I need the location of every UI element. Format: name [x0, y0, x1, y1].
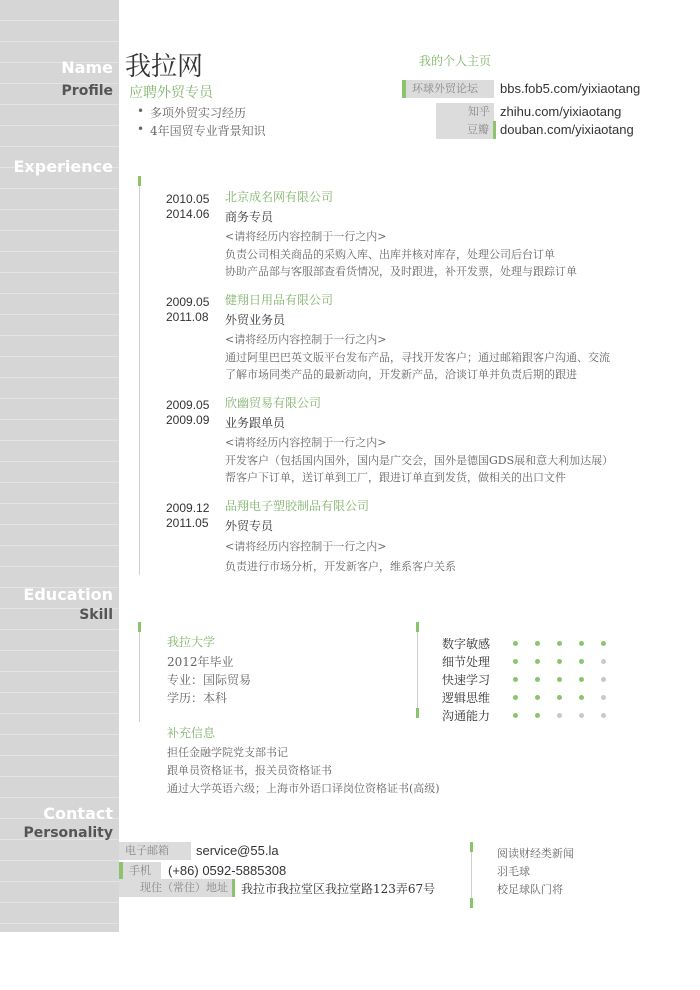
skill-name: 沟通能力	[442, 709, 491, 723]
exp-start-date: 2009.12	[166, 501, 210, 515]
skill-level-dot	[557, 659, 562, 664]
homepage-heading: 我的个人主页	[419, 54, 492, 68]
extra-info-item: 通过大学英语六级；上海市外语口译岗位资格证书(高级)	[167, 782, 440, 795]
profile-bullet-text: 4年国贸专业背景知识	[150, 124, 266, 138]
skill-level-dot	[557, 677, 562, 682]
skill-level-dot	[579, 677, 584, 682]
skill-level-dot	[535, 641, 540, 646]
skill-level-dot	[535, 713, 540, 718]
skill-level-dot	[513, 677, 518, 682]
extra-info-item: 担任金融学院党支部书记	[167, 746, 288, 759]
skills-divider-marker	[416, 622, 419, 632]
exp-role: 业务跟单员	[225, 416, 286, 430]
exp-role: 外贸专员	[225, 519, 274, 533]
experience-timeline	[139, 176, 140, 575]
skill-level-dot	[513, 641, 518, 646]
education-timeline	[139, 622, 140, 722]
skill-level-dot	[557, 713, 562, 718]
sidebar-heading-skill: Skill	[79, 607, 113, 623]
exp-detail: 负责公司相关商品的采购入库、出库并核对库存，处理公司后台订单	[225, 248, 555, 261]
link-forum[interactable]: bbs.fob5.com/yixiaotang	[500, 81, 641, 96]
exp-detail: 负责进行市场分析，开发新客户，维系客户关系	[225, 560, 456, 573]
exp-detail: <请将经历内容控制于一行之内>	[225, 540, 387, 553]
skill-level-dot	[579, 659, 584, 664]
major: 专业：国际贸易	[167, 673, 252, 687]
experience-timeline-marker	[138, 176, 141, 186]
skills-divider-marker	[416, 708, 419, 718]
profile-bullet: •	[137, 104, 145, 118]
exp-detail: 了解市场同类产品的最新动向，开发新产品，洽谈订单并负责后期的跟进	[225, 368, 577, 381]
exp-start-date: 2009.05	[166, 398, 210, 412]
phone-label: 手机	[119, 862, 161, 880]
job-title: 应聘外贸专员	[129, 85, 213, 101]
sidebar-heading-profile: Profile	[61, 83, 113, 99]
skill-level-dot	[579, 713, 584, 718]
exp-company: 品翔电子塑胶制品有限公司	[225, 499, 370, 513]
email-value[interactable]: service@55.la	[196, 843, 279, 858]
exp-start-date: 2010.05	[166, 192, 210, 206]
profile-bullet: •	[137, 122, 145, 136]
exp-detail: 通过阿里巴巴英文版平台发布产品，寻找开发客户；通过邮箱跟客户沟通、交流	[225, 351, 610, 364]
skill-level-dot	[601, 695, 606, 700]
skill-name: 逻辑思维	[442, 691, 491, 705]
sidebar-heading-education: Education	[23, 585, 113, 604]
skill-name: 细节处理	[442, 655, 491, 669]
address-label: 现住（常住）地址	[119, 879, 235, 897]
extra-info-item: 跟单员资格证书，报关员资格证书	[167, 764, 332, 777]
skill-level-dot	[601, 659, 606, 664]
hobby-item: 阅读财经类新闻	[497, 847, 574, 860]
skill-level-dot	[557, 641, 562, 646]
exp-end-date: 2011.08	[166, 310, 209, 324]
candidate-name: 我拉网	[125, 52, 204, 82]
exp-detail: <请将经历内容控制于一行之内>	[225, 333, 387, 346]
skill-level-dot	[601, 713, 606, 718]
sidebar-heading-personality: Personality	[23, 825, 113, 841]
phone-value[interactable]: (+86) 0592-5885308	[168, 863, 287, 878]
link-label-douban: 豆瓣	[436, 121, 496, 139]
sidebar-heading-contact: Contact	[43, 804, 113, 823]
address-value: 我拉市我拉堂区我拉堂路123弄67号	[241, 882, 436, 896]
exp-end-date: 2014.06	[166, 207, 210, 221]
skill-name: 数字敏感	[442, 637, 491, 651]
extra-info-heading: 补充信息	[167, 726, 216, 740]
sidebar	[0, 0, 119, 932]
link-label-zhihu: 知乎	[436, 103, 494, 121]
skill-level-dot	[513, 713, 518, 718]
sidebar-heading-name: Name	[61, 58, 113, 77]
hobby-item: 羽毛球	[497, 865, 530, 878]
skills-divider	[417, 622, 418, 718]
exp-role: 商务专员	[225, 210, 274, 224]
link-zhihu[interactable]: zhihu.com/yixiaotang	[500, 104, 622, 119]
exp-detail: <请将经历内容控制于一行之内>	[225, 230, 387, 243]
exp-start-date: 2009.05	[166, 295, 210, 309]
skill-level-dot	[535, 695, 540, 700]
skill-level-dot	[513, 695, 518, 700]
skill-level-dot	[579, 695, 584, 700]
exp-company: 北京成名网有限公司	[225, 190, 334, 204]
skill-level-dot	[557, 695, 562, 700]
exp-detail: 协助产品部与客服部查看货情况，及时跟进，补开发票，处理与跟踪订单	[225, 265, 577, 278]
graduation-year: 2012年毕业	[167, 655, 234, 669]
exp-company: 欣幽贸易有限公司	[225, 396, 322, 410]
skill-level-dot	[579, 641, 584, 646]
hobby-item: 校足球队门将	[497, 883, 563, 896]
exp-detail: <请将经历内容控制于一行之内>	[225, 436, 387, 449]
skill-level-dot	[601, 677, 606, 682]
school-name: 我拉大学	[167, 635, 216, 649]
exp-detail: 开发客户（包括国内国外，国内是广交会，国外是德国GDS展和意大利加达展）	[225, 454, 614, 467]
skill-level-dot	[513, 659, 518, 664]
link-douban[interactable]: douban.com/yixiaotang	[500, 122, 634, 137]
skill-level-dot	[535, 677, 540, 682]
personality-divider-marker	[470, 898, 473, 908]
sidebar-heading-experience: Experience	[13, 157, 113, 176]
degree: 学历：本科	[167, 691, 228, 705]
exp-end-date: 2011.05	[166, 516, 209, 530]
email-label: 电子邮箱	[119, 842, 191, 860]
personality-divider-marker	[470, 842, 473, 852]
education-timeline-marker	[138, 622, 141, 632]
exp-detail: 帮客户下订单，送订单到工厂，跟进订单直到发货，做相关的出口文件	[225, 471, 566, 484]
link-label-forum: 环球外贸论坛	[402, 80, 494, 98]
skill-level-dot	[601, 641, 606, 646]
exp-end-date: 2009.09	[166, 413, 210, 427]
profile-bullet-text: 多项外贸实习经历	[150, 106, 247, 120]
skill-name: 快速学习	[442, 673, 491, 687]
skill-level-dot	[535, 659, 540, 664]
exp-company: 健翔日用品有限公司	[225, 293, 334, 307]
exp-role: 外贸业务员	[225, 313, 286, 327]
